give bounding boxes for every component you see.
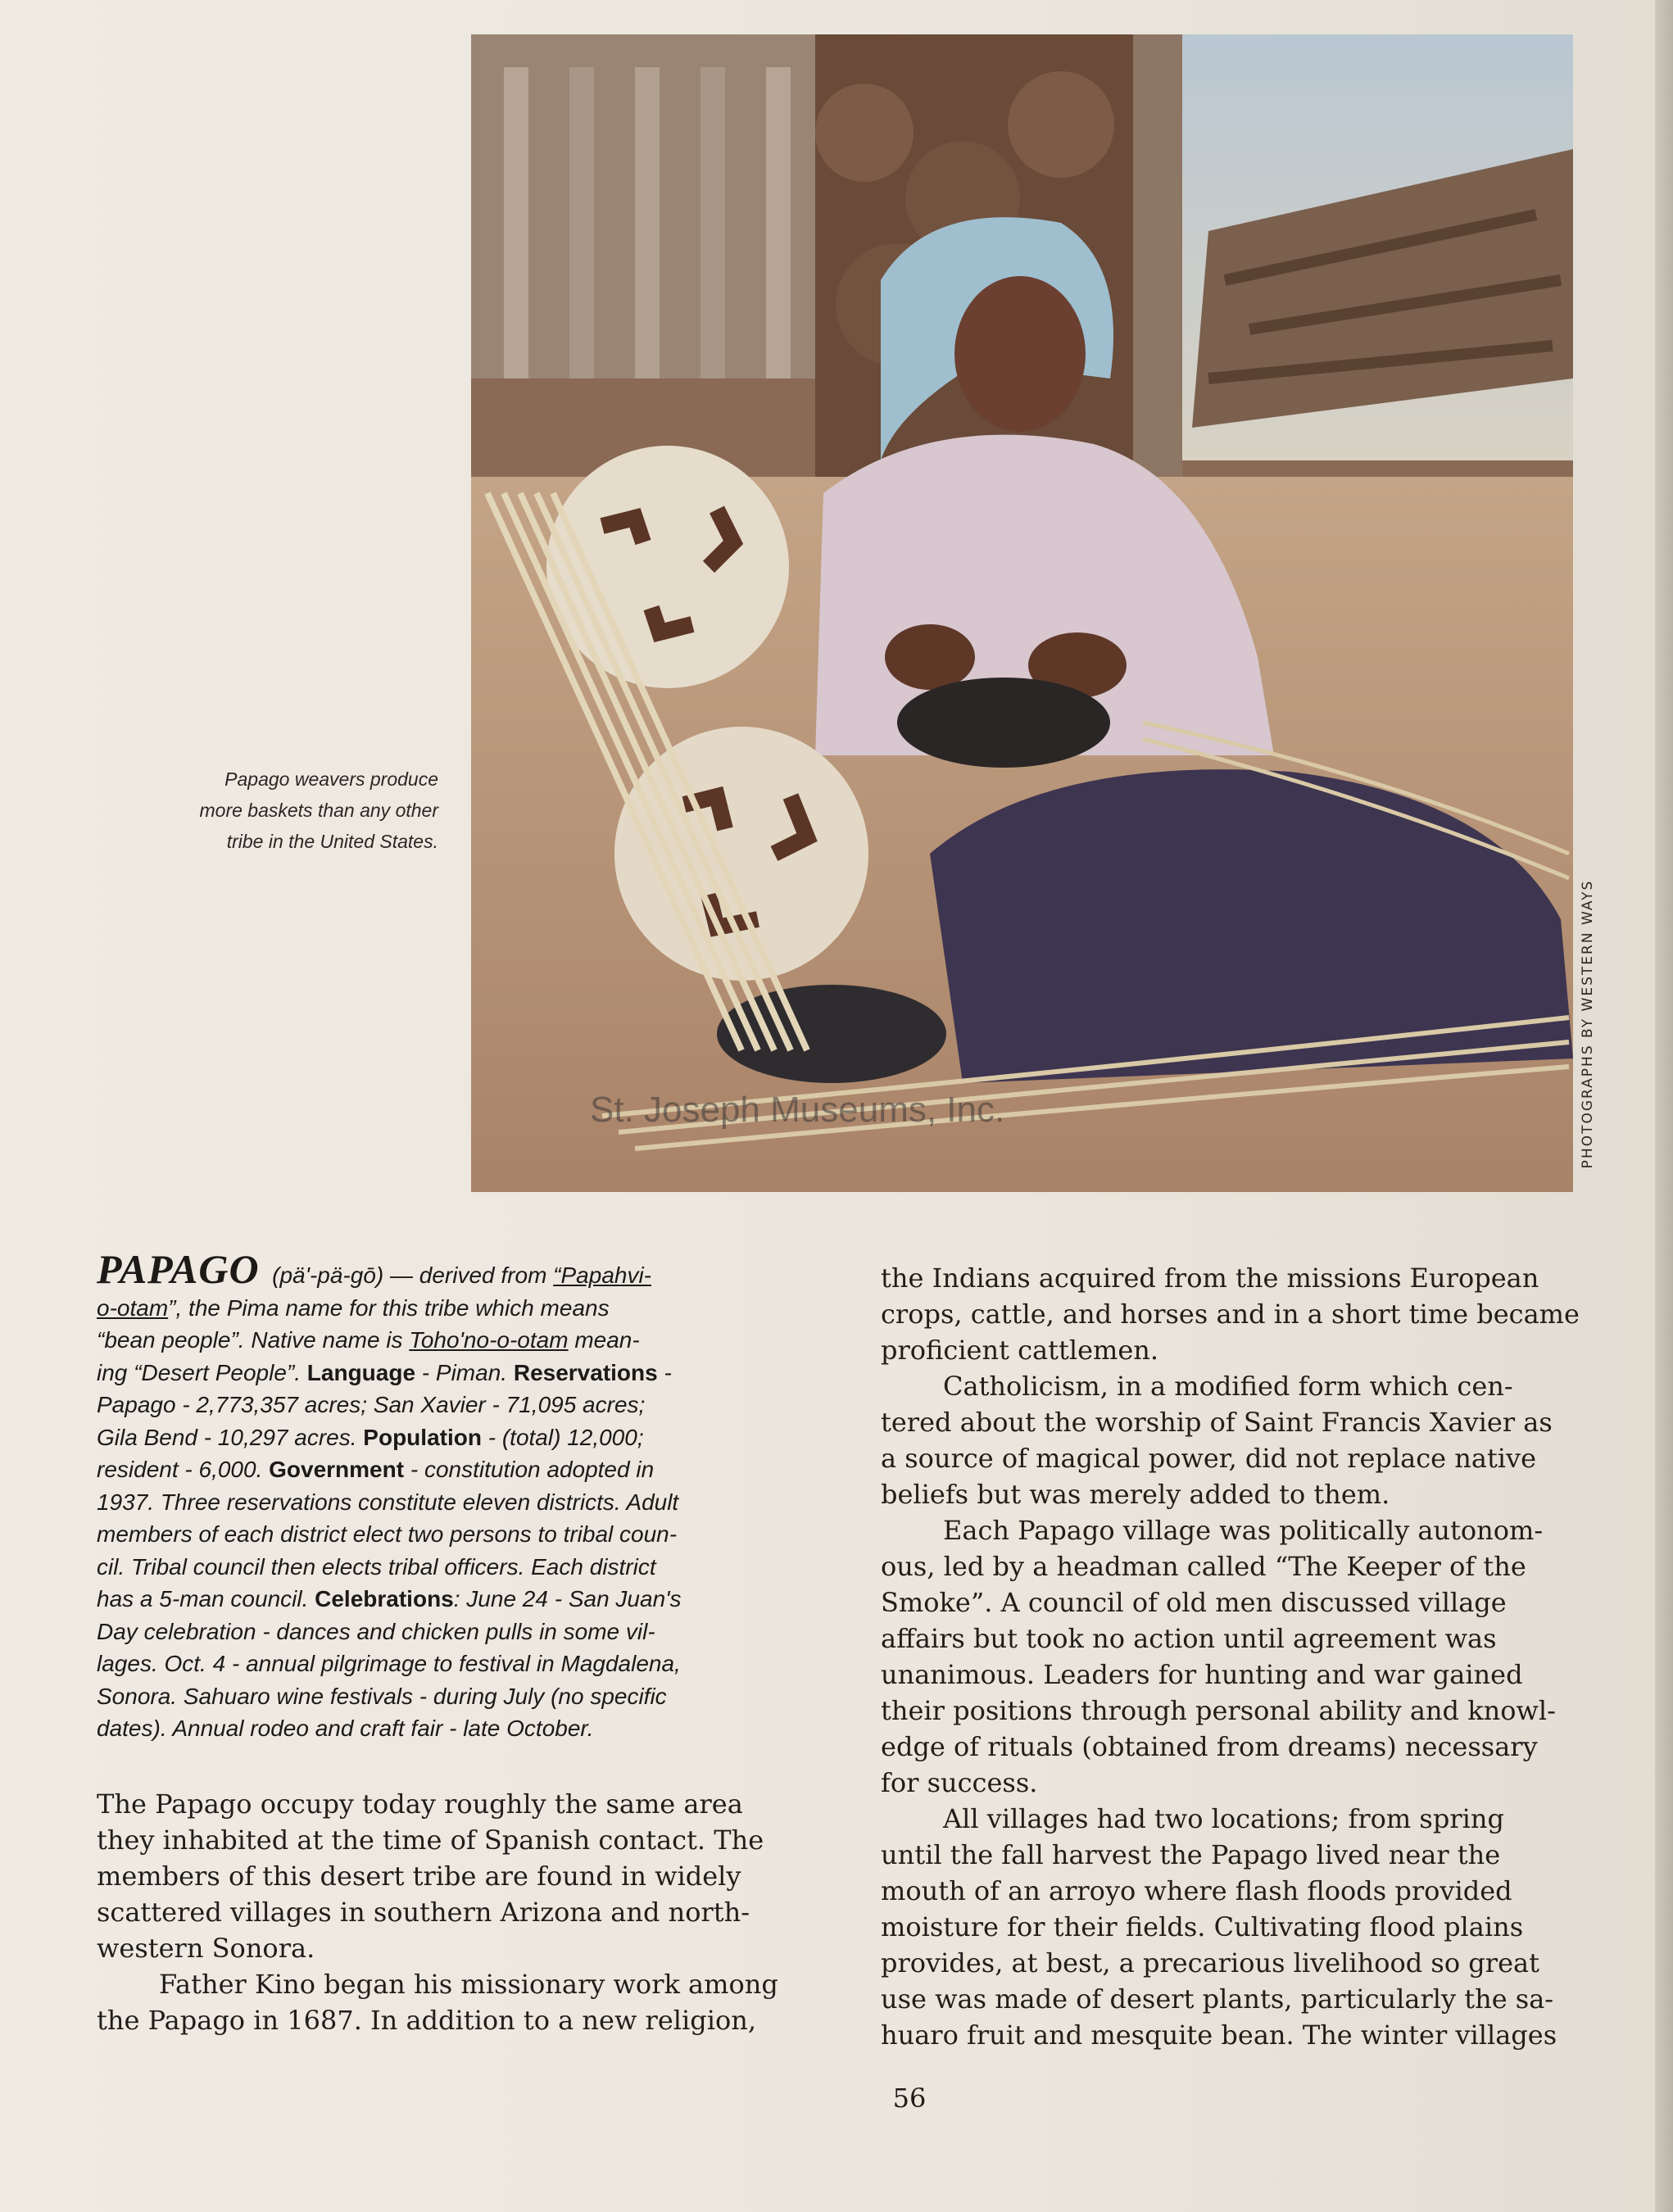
facts-line-10: cil. Tribal council then elects tribal officers. Each district: [97, 1553, 656, 1580]
body-line: moisture for their fields. Cultivating flood plains: [881, 1911, 1524, 1942]
pronunciation: (pä'-pä-gō): [272, 1262, 384, 1288]
facts-line-9: members of each district elect two persons to tribal coun-: [97, 1521, 678, 1547]
facts-line-14: Sonora. Sahuaro wine festivals - during July (no specific: [97, 1683, 667, 1709]
body-line: members of this desert tribe are found in widely: [97, 1860, 741, 1892]
facts-text: “bean people”. Native name is: [97, 1327, 410, 1353]
caption-line: tribe in the United States.: [226, 831, 438, 852]
facts-line-1: [97, 1246, 826, 1292]
facts-heading: Celebrations: [315, 1586, 454, 1611]
body-line: crops, cattle, and horses and in a short time became: [881, 1299, 1580, 1330]
museum-watermark: St. Joseph Museums, Inc.: [590, 1090, 1005, 1130]
body-line: their positions through personal ability and knowl-: [881, 1695, 1556, 1726]
facts-line-7: [97, 1453, 826, 1486]
body-line: beliefs but was merely added to them.: [881, 1479, 1390, 1510]
body-line: edge of rituals (obtained from dreams) necessary: [881, 1731, 1538, 1762]
left-column: [97, 1246, 826, 2038]
body-line: proficient cattlemen.: [881, 1335, 1159, 1366]
body-line: they inhabited at the time of Spanish contact. The: [97, 1824, 764, 1856]
body-line: a source of magical power, did not replace native: [881, 1443, 1537, 1474]
body-line: The Papago occupy today roughly the same area: [97, 1788, 743, 1820]
photo-credit: PHOTOGRAPHS BY WESTERN WAYS: [1580, 879, 1596, 1169]
facts-text: : June 24 - San Juan's: [453, 1586, 682, 1611]
facts-text: has a 5-man council.: [97, 1586, 315, 1611]
body-line: the Indians acquired from the missions European: [881, 1262, 1539, 1294]
native-term: o-otam: [97, 1294, 169, 1321]
entry-title: PAPAGO: [97, 1246, 260, 1292]
facts-text: resident - 6,000.: [97, 1457, 270, 1482]
body-left-p2: [97, 1966, 826, 2038]
facts-text: -: [657, 1359, 672, 1385]
weaver-photo: [471, 34, 1573, 1192]
body-right-p1: [881, 1260, 1610, 1368]
facts-text: Gila Bend - 10,297 acres.: [97, 1424, 364, 1450]
facts-heading: Language: [306, 1359, 416, 1385]
facts-line-8: 1937. Three reservations constitute eleven districts. Adult: [97, 1489, 679, 1515]
body-line: affairs but took no action until agreement was: [881, 1623, 1497, 1654]
facts-line-2: [97, 1292, 826, 1325]
body-right-p3: [881, 1512, 1610, 1801]
facts-line-13: lages. Oct. 4 - annual pilgrimage to festival in Magdalena,: [97, 1651, 681, 1676]
body-line: Smoke”. A council of old men discussed village: [881, 1587, 1507, 1618]
body-left-p1: [97, 1786, 826, 1966]
right-column: [881, 1260, 1610, 2053]
page-edge: [1655, 0, 1673, 2212]
facts-text: mean-: [568, 1327, 640, 1353]
body-line: the Papago in 1687. In addition to a new religion,: [97, 2004, 756, 2036]
native-term: Toho'no-o-otam: [409, 1327, 569, 1353]
facts-text: — derived from: [383, 1262, 554, 1288]
body-line: for success.: [881, 1767, 1038, 1798]
body-line: tered about the worship of Saint Francis Xavier as: [881, 1407, 1553, 1438]
body-line: Catholicism, in a modified form which cen-: [943, 1371, 1513, 1402]
body-line: mouth of an arroyo where flash floods provided: [881, 1875, 1512, 1906]
body-right-p4: [881, 1801, 1610, 2053]
facts-line-3: [97, 1324, 826, 1357]
body-line: scattered villages in southern Arizona and north-: [97, 1896, 750, 1928]
facts-text: - Piman.: [415, 1359, 514, 1385]
facts-line-5: Papago - 2,773,357 acres; San Xavier - 71,095 acres;: [97, 1392, 646, 1417]
photo-caption: [98, 764, 438, 857]
body-line: use was made of desert plants, particularly the sa-: [881, 1983, 1554, 2015]
facts-line-12: Day celebration - dances and chicken pulls in some vil-: [97, 1618, 655, 1644]
facts-line-11: [97, 1583, 826, 1616]
facts-text: - (total) 12,000;: [481, 1424, 644, 1450]
facts-text: ”, the Pima name for this tribe which means: [168, 1294, 610, 1321]
facts-heading: Population: [363, 1424, 482, 1450]
body-line: until the fall harvest the Papago lived near the: [881, 1839, 1501, 1870]
tribe-facts: [97, 1246, 826, 1745]
body-line: All villages had two locations; from spring: [943, 1803, 1504, 1834]
facts-line-4: [97, 1357, 826, 1389]
page-number: 56: [892, 2083, 927, 2114]
facts-heading: Reservations: [513, 1359, 658, 1385]
facts-heading: Government: [269, 1457, 405, 1482]
body-line: western Sonora.: [97, 1932, 315, 1964]
body-line: Father Kino began his missionary work among: [159, 1968, 778, 2000]
body-line: provides, at best, a precarious livelihood so great: [881, 1947, 1539, 1979]
basket-weaver-photo-icon: [471, 34, 1573, 1192]
body-line: ous, led by a headman called “The Keeper of the: [881, 1551, 1526, 1582]
facts-text: ing “Desert People”.: [97, 1359, 307, 1385]
body-line: huaro fruit and mesquite bean. The winter villages: [881, 2019, 1557, 2051]
facts-line-15: dates). Annual rodeo and craft fair - late October.: [97, 1716, 594, 1741]
native-term: “Papahvi-: [553, 1262, 652, 1288]
body-line: unanimous. Leaders for hunting and war gained: [881, 1659, 1523, 1690]
body-right-p2: [881, 1368, 1610, 1512]
facts-text: - constitution adopted in: [404, 1457, 655, 1482]
caption-line: more baskets than any other: [199, 800, 438, 821]
caption-line: Papago weavers produce: [224, 768, 438, 790]
facts-line-6: [97, 1421, 826, 1454]
body-line: Each Papago village was politically autonom-: [943, 1515, 1544, 1546]
